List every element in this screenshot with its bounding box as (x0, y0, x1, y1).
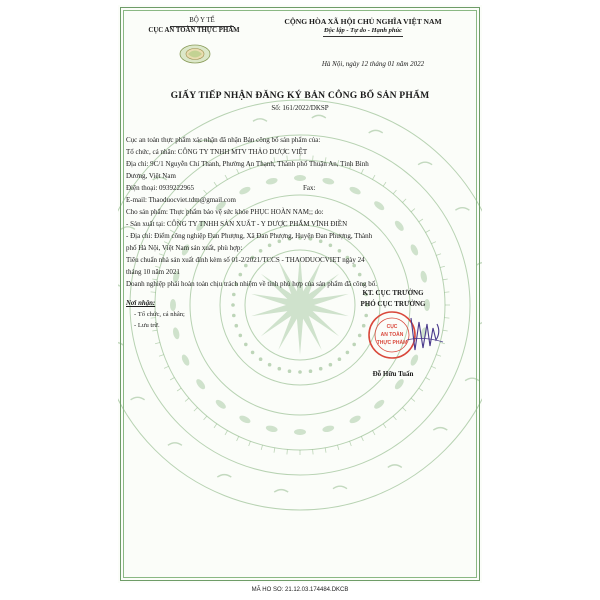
motto-rule (323, 36, 403, 37)
recipient-item: - Tổ chức, cá nhân; (134, 311, 185, 318)
seal-text: CỤC (386, 324, 398, 330)
signature-title: KT. CỤC TRƯỞNG (362, 289, 424, 297)
pattern-element (480, 321, 482, 324)
seal-text: THỰC PHẨM (376, 340, 408, 346)
body-line: E-mail: Thaoduocviet.tdm@gmail.com (126, 196, 236, 204)
body-line: - Sản xuất tại: CÔNG TY TNHH SẢN XUẤT - Y DƯỢC PHẨM VĨNH ĐIỀN (126, 220, 348, 228)
body-line: - Địa chỉ: Điểm công nghiệp Đan Phượng, Xã Đan Phượng, Huyện Đan Phượng, Thành (126, 232, 373, 240)
body-line: Tổ chức, cá nhân: CÔNG TY TNHH MTV THẢO DƯỢC VIỆT (126, 148, 308, 156)
handwritten-signature (403, 310, 448, 360)
document-number: Số: 161/2022/DKSP (271, 104, 329, 112)
signer-name: Đỗ Hữu Tuấn (372, 370, 414, 378)
body-line: Tiêu chuẩn nhà sản xuất đính kèm số 01-2/2021/TCCS - THAODUOCVIET ngày 24 (126, 256, 365, 264)
dossier-code: MÃ HO SO: 21.12.03.174484.DKCB (251, 587, 349, 593)
nation-title: CỘNG HÒA XÃ HỘI CHỦ NGHĨA VIỆT NAM (284, 17, 442, 26)
body-line: Cục an toàn thực phẩm xác nhận đã nhận Bản công bố sản phẩm của: (126, 136, 321, 144)
body-line: tháng 10 năm 2021 (126, 268, 180, 276)
seal-text: AN TOÀN (380, 332, 404, 338)
body-line: Địa chỉ: 9C/1 Nguyễn Chí Thanh, Phường An Thạnh, Thành phố Thuận An, Tỉnh Bình (126, 160, 369, 168)
signature-subtitle: PHÓ CỤC TRƯỞNG (360, 300, 426, 308)
department-name: CỤC AN TOÀN THỰC PHẨM (148, 27, 240, 34)
body-line: Cho sản phẩm: Thực phẩm bảo vệ sức khỏe PHỤC HOÀN NAM;; do: (126, 208, 324, 216)
fax-label: Fax: (303, 184, 316, 192)
body-line: Doanh nghiệp phải hoàn toàn chịu trách nhiệm về tính phù hợp của sản phẩm đã công bố. (126, 280, 377, 288)
nation-motto: Độc lập - Tự do - Hạnh phúc (323, 27, 403, 34)
recipient-item: - Lưu trữ. (134, 322, 160, 329)
issue-date: Hà Nội, ngày 12 tháng 01 năm 2022 (321, 60, 425, 68)
body-line: Dương, Việt Nam (126, 172, 176, 180)
body-line: phố Hà Nội, Việt Nam sản xuất, phù hợp: (126, 244, 243, 252)
department-logo (178, 43, 212, 65)
ministry-name: BỘ Y TẾ (189, 17, 215, 24)
document-title: GIẤY TIẾP NHẬN ĐĂNG KÝ BẢN CÔNG BỐ SẢN PHẨM (170, 90, 430, 101)
recipients-title: Nơi nhận: (126, 300, 156, 307)
certificate-sheet (118, 5, 482, 583)
body-line: Điện thoại: 0939222965 (126, 184, 195, 192)
